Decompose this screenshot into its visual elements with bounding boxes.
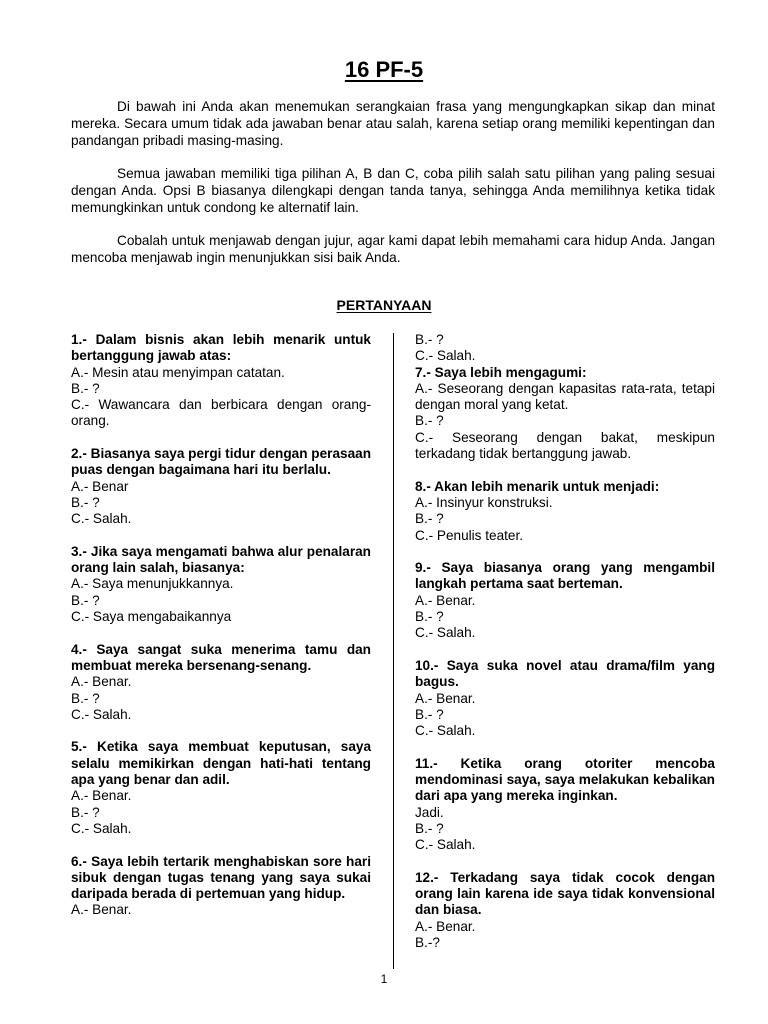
question-item	[71, 642, 371, 723]
answer-option: A.- Mesin atau menyimpan catatan.	[71, 364, 285, 380]
answer-option: A.- Saya menunjukkannya.	[71, 576, 234, 592]
question-item	[71, 739, 371, 837]
section-title-text: PERTANYAAN	[336, 297, 432, 313]
question-item	[415, 658, 715, 739]
question-item	[71, 332, 371, 430]
answer-option: A.- Benar.	[71, 788, 132, 804]
column-divider	[393, 333, 394, 969]
question-text: 5.- Ketika saya membuat keputusan, saya selalu memikirkan dengan hati-hati tentang apa yang benar dan adil.	[71, 739, 371, 788]
answer-option: B.- ?	[415, 332, 444, 347]
answer-option: A.- Seseorang dengan kapasitas rata-rata, tetapi dengan moral yang ketat.	[415, 380, 715, 413]
question-text: 4.- Saya sangat suka menerima tamu dan membuat mereka bersenang-senang.	[71, 641, 371, 673]
answer-option: C.- Salah.	[415, 625, 476, 641]
document-title-text: 16 PF-5	[344, 57, 424, 82]
question-item	[71, 854, 371, 919]
question-text: 2.- Biasanya saya pergi tidur dengan perasaan puas dengan bagaimana hari itu berlalu.	[71, 446, 371, 478]
question-item	[71, 544, 371, 625]
answer-option: A.- Benar.	[415, 690, 476, 706]
question-item	[415, 756, 715, 854]
answer-option: C.- Wawancara dan berbicara dengan orang-orang.	[71, 397, 371, 429]
answer-option: A.- Benar	[71, 478, 129, 494]
answer-option: C.- Saya mengabaikannya	[71, 609, 232, 625]
answer-option: C.- Salah.	[71, 706, 132, 722]
intro-paragraph: Di bawah ini Anda akan menemukan serangkaian frasa yang mengungkapkan sikap dan minat mereka. Secara umum tidak ada jawaban benar atau salah, karena setiap orang memiliki kepentingan dan pandangan pribadi masing-masing.	[71, 99, 715, 148]
left-question-column	[71, 332, 371, 935]
answer-option: B.- ?	[71, 804, 100, 820]
answer-option: C.- Salah.	[415, 348, 476, 364]
answer-option: A.- Benar.	[415, 918, 476, 934]
section-title	[0, 296, 768, 314]
question-text: 6.- Saya lebih tertarik menghabiskan sore hari sibuk dengan tugas tenang yang saya sukai daripada berada di pertemuan yang hidup.	[71, 853, 371, 902]
answer-option: C.- Seseorang dengan bakat, meskipun terkadang tidak bertanggung jawab.	[415, 429, 715, 462]
question-continuation	[415, 332, 715, 365]
answer-option: B.- ?	[415, 820, 444, 836]
right-question-column	[415, 332, 715, 968]
page-number: 1	[380, 972, 388, 986]
answer-option: B.- ?	[71, 380, 100, 396]
intro-section	[71, 98, 715, 282]
question-text: 11.- Ketika orang otoriter mencoba mendominasi saya, saya melakukan kebalikan dari apa yang mereka inginkan.	[415, 755, 715, 804]
answer-option: C.- Salah.	[71, 820, 132, 836]
answer-option: C.- Salah.	[71, 511, 132, 527]
question-item	[415, 365, 715, 463]
intro-paragraph: Semua jawaban memiliki tiga pilihan A, B dan C, coba pilih salah satu pilihan yang paling sesuai dengan Anda. Opsi B biasanya dilengkapi dengan tanda tanya, sehingga Anda memilihnya ketika tidak memungkinkan untuk condong ke alternatif lain.	[71, 166, 715, 215]
question-text: 12.- Terkadang saya tidak cocok dengan orang lain karena ide saya tidak konvensional dan biasa.	[415, 869, 715, 918]
answer-option: B.-?	[415, 934, 440, 950]
answer-option: A.- Benar.	[71, 902, 132, 918]
question-item	[415, 479, 715, 544]
question-text: 8.- Akan lebih menarik untuk menjadi:	[415, 478, 660, 494]
answer-option: A.- Insinyur konstruksi.	[415, 494, 553, 510]
document-title	[0, 56, 768, 84]
answer-option: A.- Benar.	[415, 592, 476, 608]
answer-option: B.- ?	[415, 511, 444, 527]
question-text: 3.- Jika saya mengamati bahwa alur penalaran orang lain salah, biasanya:	[71, 543, 371, 576]
answer-option: C.- Salah.	[415, 837, 476, 853]
answer-option: B.- ?	[415, 413, 444, 429]
question-text: 9.- Saya biasanya orang yang mengambil langkah pertama saat berteman.	[415, 560, 715, 592]
answer-option: B.- ?	[415, 706, 444, 722]
question-text: 10.- Saya suka novel atau drama/film yang bagus.	[415, 657, 715, 690]
question-text: 1.- Dalam bisnis akan lebih menarik untuk bertanggung jawab atas:	[71, 332, 371, 364]
answer-option: B.- ?	[71, 592, 100, 608]
question-text: 7.- Saya lebih mengagumi:	[415, 364, 587, 380]
intro-paragraph: Cobalah untuk menjawab dengan jujur, agar kami dapat lebih memahami cara hidup Anda. Jangan mencoba menjawab ingin menunjukkan sisi baik Anda.	[71, 233, 715, 265]
question-item	[415, 870, 715, 951]
answer-option: B.- ?	[415, 609, 444, 625]
answer-option: B.- ?	[71, 690, 100, 706]
answer-option: Jadi.	[415, 804, 444, 820]
answer-option: B.- ?	[71, 494, 100, 510]
answer-option: A.- Benar.	[71, 674, 132, 690]
question-item	[415, 560, 715, 641]
answer-option: C.- Penulis teater.	[415, 527, 524, 543]
answer-option: C.- Salah.	[415, 723, 476, 739]
question-item	[71, 446, 371, 527]
